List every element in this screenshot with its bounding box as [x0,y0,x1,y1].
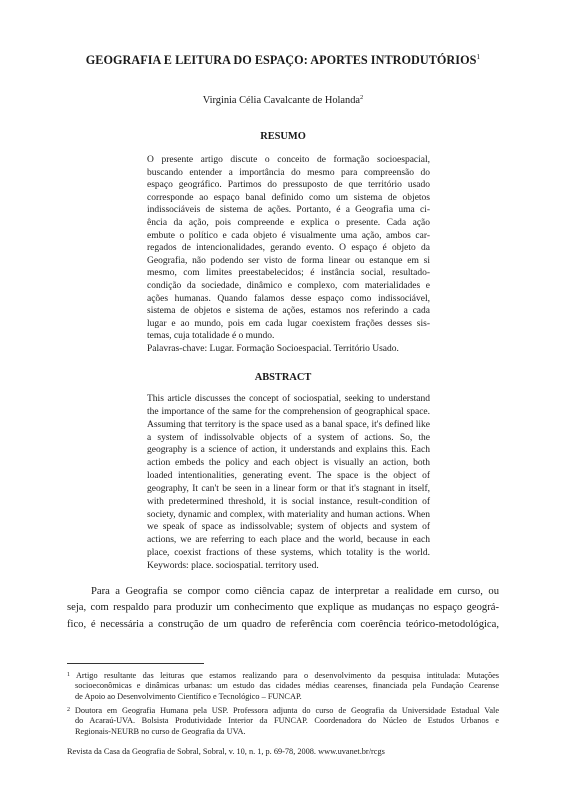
resumo-line: regados de intencionalidades, gerando evento. O espaço é objeto da [147,243,430,254]
footnote-line: do Acaraú-UVA. Bolsista Produtividade Interior da FUNCAP. Coordenadora do Núcleo de Estudos Urbanos e [75,715,499,725]
journal-footer: Revista da Casa da Geografia de Sobral, Sobral, v. 10, n. 1, p. 69-78, 2008. www.uvanet.br/rcgs [67,747,385,756]
body-line: Para a Geografia se compor como ciência capaz de interpretar a realidade em curso, ou [91,586,499,597]
footnote-line: Regionais-NEURB no curso de Geografia da UVA. [75,726,246,736]
body-line: fico, é necessária a construção de um quadro de referência com coerência teórico-metodológica, [67,618,499,630]
resumo-keywords: Palavras-chave: Lugar. Formação Socioespacial. Território Usado. [147,343,399,354]
footnote-1 [67,670,499,703]
resumo-line: lugar e ao mundo, pois em cada lugar coexistem frações desses sis- [147,318,430,329]
resumo-line: corresponde ao espaço banal definido como um sistema de objetos [147,192,430,203]
body-line: seja, com respaldo para produzir um conhecimento que explique as mudanças no espaço geográ- [67,602,499,614]
resumo-line: indissociáveis de sistema de ações. Portanto, é a Geografia uma ci- [147,205,430,216]
resumo-line: embute o político e cada objeto é visualmente uma ação, ambos car- [147,230,430,241]
resumo-line: mesmo, com limites preestabelecidos; é instância social, resultado- [147,268,430,279]
author-line [0,94,566,106]
resumo-line: O presente artigo discute o conceito de formação socioespacial, [147,155,430,165]
resumo-heading: RESUMO [260,131,306,142]
article-title-text: GEOGRAFIA E LEITURA DO ESPAÇO: APORTES INTRODUTÓRIOS [85,53,477,67]
footnote-line [67,670,499,681]
author-name: Virginia Célia Cavalcante de Holanda [202,95,361,106]
abstract-heading: ABSTRACT [254,372,312,383]
resumo-line: Geografia, não podendo ser visto de forma linear ou estanque em si [147,255,430,266]
article-title [40,52,526,68]
resumo-line: sistema de objetos e sistema de ações, estamos nos referindo a cada [147,306,430,317]
resumo-line: espaço geográfico. Partimos do pressuposto de que território usado [147,180,430,191]
author-footnote-ref[interactable]: 2 [360,94,364,101]
footnote-2 [67,705,499,738]
title-footnote-ref[interactable]: 1 [476,52,481,61]
footnote-line: de Apoio ao Desenvolvimento Científico e Tecnológico – FUNCAP. [75,691,302,701]
body-paragraph [67,584,499,633]
footnote-text: Artigo resultante das leituras que estamos realizando para o desenvolvimento da pesquisa intitulada: Mutações [75,671,499,680]
resumo-line: condição da sociedade, dinâmico e complexo, com materialidades e [147,280,430,291]
resumo-line: ência da ação, pois compreende e explica o presente. Cada ação [147,217,430,228]
footnote-text: Doutora em Geografia Humana pela USP. Professora adjunta do curso de Geografia da Universidade Estadual Vale [74,706,500,715]
footnote-line: socioeconômicas e dinâmicas urbanas: um estudo das cidades médias cearenses, financiada pela Fundação Cearense [75,680,499,690]
abstract-body: This article discusses the concept of sociospatial, seeking to understand the importance of the same for the comprehension of geographical space. Assuming that territory is the space used as a banal space, it's defined like a system of indissolvable objects of a system of actions. So, the geography is a science of action, it understands and explains this. Each action embeds the policy and each object is visually an action, both loaded intentionalities, generating event. The space is the object of geography, It can't be seen in a linear form or that it's stagnant in itself, with predetermined threshold, it is social instance, result-condition of society, dynamic and complex, with materiality and human actions. When we speak of space as indissolvable; system of objects and system of actions, we are referring to each place and the world, because in each place, coexist fractions of these systems, which totality is the world. Keywords: place. sociospatial. territory used. [147,394,430,571]
footnote-mark: 2 [67,707,70,713]
resumo-body [147,154,430,356]
footnote-line [67,705,499,716]
footnote-separator [67,663,204,664]
resumo-line: temas, cuja totalidade é o mundo. [147,331,275,342]
resumo-line: buscando entender a importância do mesmo para compreensão do [147,167,430,178]
resumo-line: ações humanas. Quando falamos desse espaço como indissociável, [147,293,430,304]
footnote-mark: 1 [67,672,70,678]
